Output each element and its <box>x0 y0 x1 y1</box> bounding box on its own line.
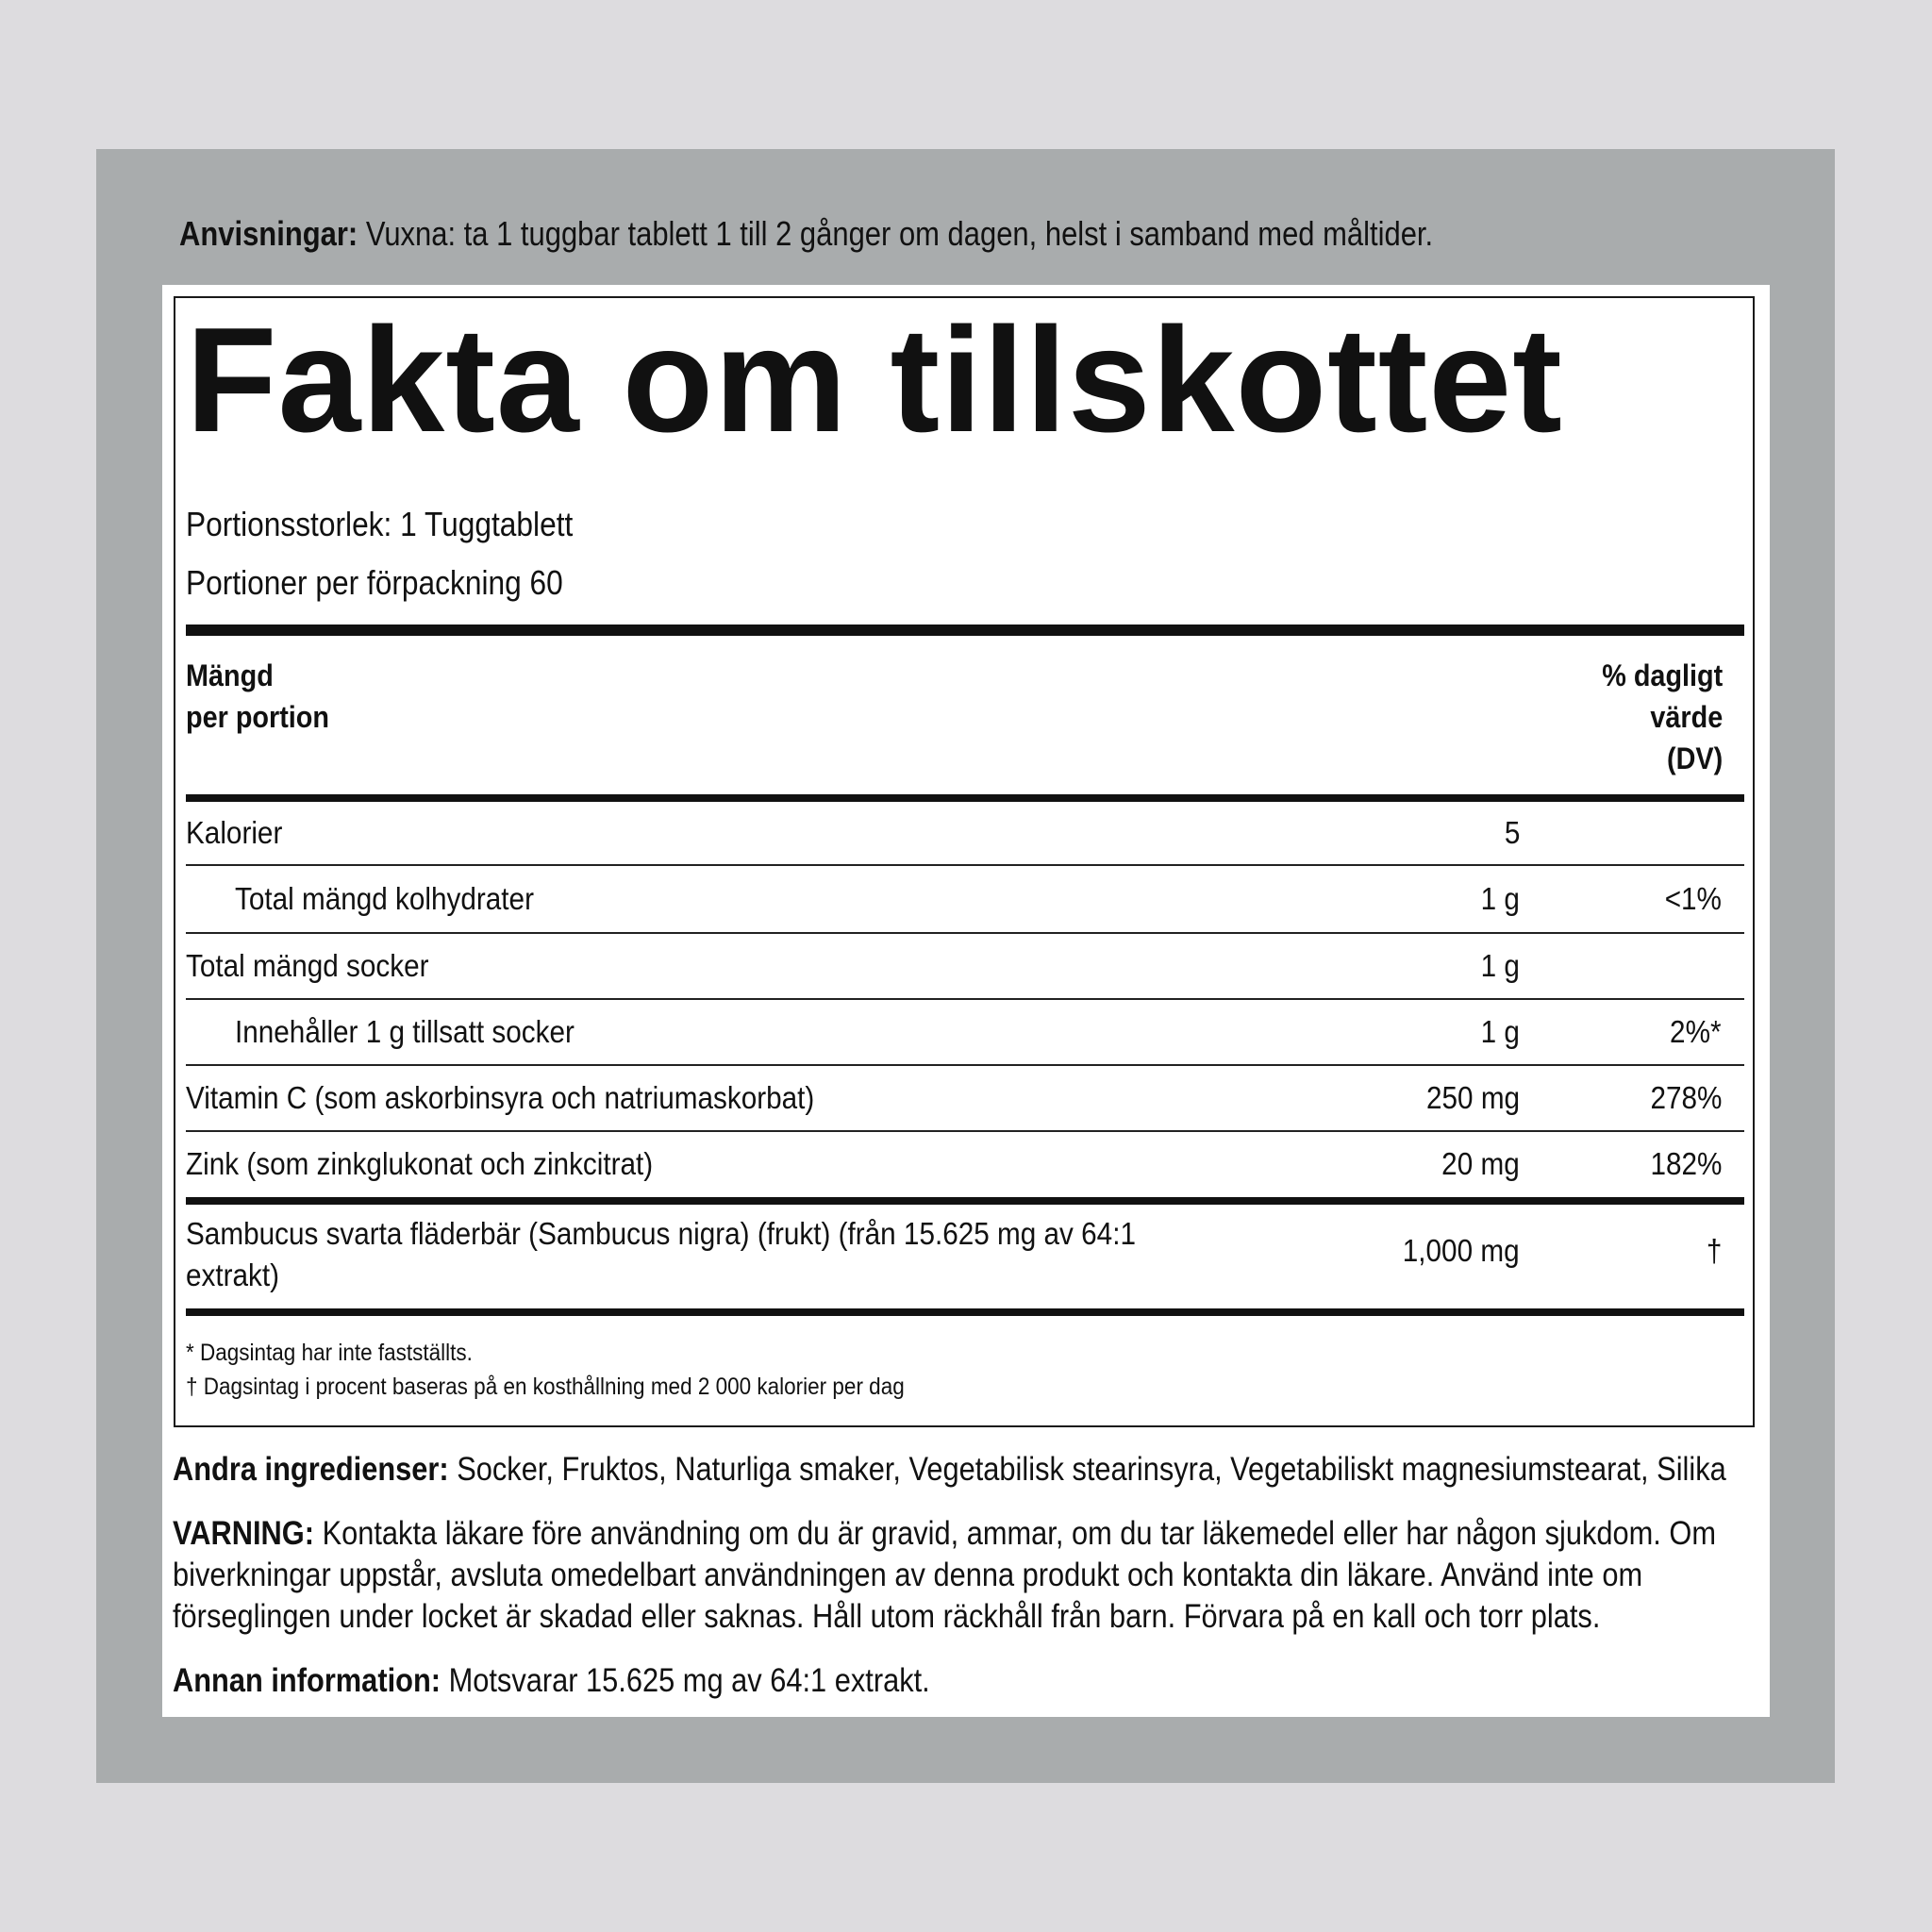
nutrient-name: Total mängd kolhydrater <box>235 881 534 916</box>
amount-header-line1: Mängd <box>186 658 274 692</box>
nutrient-amount: 250 mg <box>1425 1080 1520 1115</box>
daily-value-header <box>1602 655 1723 779</box>
nutrient-amount: 1 g <box>1480 1014 1520 1049</box>
nutrient-name: Kalorier <box>186 815 283 850</box>
other-information-text: Motsvarar 15.625 mg av 64:1 extrakt. <box>441 1662 930 1699</box>
medium-divider-header <box>186 794 1744 802</box>
nutrient-daily-value: † <box>1706 1233 1722 1268</box>
nutrient-row-added-sugar <box>186 1000 1744 1066</box>
other-ingredients-text: Socker, Fruktos, Naturliga smaker, Vegetabilisk stearinsyra, Vegetabiliskt magnesiumstearat, Silika <box>448 1451 1726 1488</box>
dv-header-line1: % dagligt <box>1602 658 1723 692</box>
serving-size: Portionsstorlek: 1 Tuggtablett <box>186 505 574 543</box>
other-ingredients <box>173 1449 1750 1491</box>
amount-per-serving-header <box>186 655 329 738</box>
nutrient-name: Total mängd socker <box>186 948 429 983</box>
directions-label: Anvisningar: <box>179 214 358 253</box>
nutrient-amount: 5 <box>1504 815 1520 850</box>
medium-divider-bottom <box>186 1308 1744 1316</box>
nutrient-name: Zink (som zinkglukonat och zinkcitrat) <box>186 1146 654 1181</box>
dv-header-line2: värde <box>1650 700 1723 734</box>
footnote-not-established: * Dagsintag har inte fastställts. <box>186 1340 473 1366</box>
nutrient-row-zinc <box>186 1132 1744 1198</box>
nutrient-row-sugar <box>186 934 1744 1000</box>
warning <box>173 1513 1750 1638</box>
servings-per-container: Portioner per förpackning 60 <box>186 563 563 602</box>
nutrient-amount: 1 g <box>1480 948 1520 983</box>
nutrient-daily-value: 2%* <box>1670 1014 1722 1049</box>
nutrient-row-elderberry <box>186 1206 1744 1300</box>
nutrient-row-carbohydrates <box>186 866 1744 934</box>
directions-text <box>179 209 1607 258</box>
nutrient-daily-value: 278% <box>1650 1080 1722 1115</box>
nutrient-name: Innehåller 1 g tillsatt socker <box>235 1014 575 1049</box>
directions-body: Vuxna: ta 1 tuggbar tablett 1 till 2 gånger om dagen, helst i samband med måltider. <box>358 214 1434 253</box>
nutrient-amount: 20 mg <box>1441 1146 1520 1181</box>
warning-label: VARNING: <box>173 1515 315 1552</box>
nutrient-amount: 1 g <box>1480 881 1520 916</box>
nutrient-daily-value: <1% <box>1664 881 1722 916</box>
amount-header-line2: per portion <box>186 700 329 734</box>
nutrient-row-calories <box>186 802 1744 866</box>
nutrient-name: Sambucus svarta fläderbär (Sambucus nigra) (frukt) (från 15.625 mg av 64:1 extrakt) <box>186 1216 1136 1292</box>
other-information <box>173 1660 1750 1702</box>
dv-header-line3: (DV) <box>1666 741 1723 775</box>
footnote-daily-value-basis: † Dagsintag i procent baseras på en kosthållning med 2 000 kalorier per dag <box>186 1374 905 1400</box>
warning-text: Kontakta läkare före användning om du är gravid, ammar, om du tar läkemedel eller har någon sjukdom. Om biverkningar uppstår, avsluta omedelbart användningen av denna produkt och kontakta din läkare. Använd inte om förseglingen under locket är skadad eller saknas. Håll utom räckhåll från barn. Förvara på en kall och torr plats. <box>173 1515 1717 1635</box>
supplement-facts-title: Fakta om tillskottet <box>186 297 1563 463</box>
other-information-label: Annan information: <box>173 1662 441 1699</box>
nutrient-amount: 1,000 mg <box>1403 1233 1520 1268</box>
other-ingredients-label: Andra ingredienser: <box>173 1451 449 1488</box>
nutrient-daily-value: 182% <box>1650 1146 1722 1181</box>
medium-divider-elderberry <box>186 1197 1744 1205</box>
thick-divider-top <box>186 625 1744 636</box>
nutrient-row-vitamin-c <box>186 1066 1744 1132</box>
nutrient-name: Vitamin C (som askorbinsyra och natriumaskorbat) <box>186 1080 815 1115</box>
